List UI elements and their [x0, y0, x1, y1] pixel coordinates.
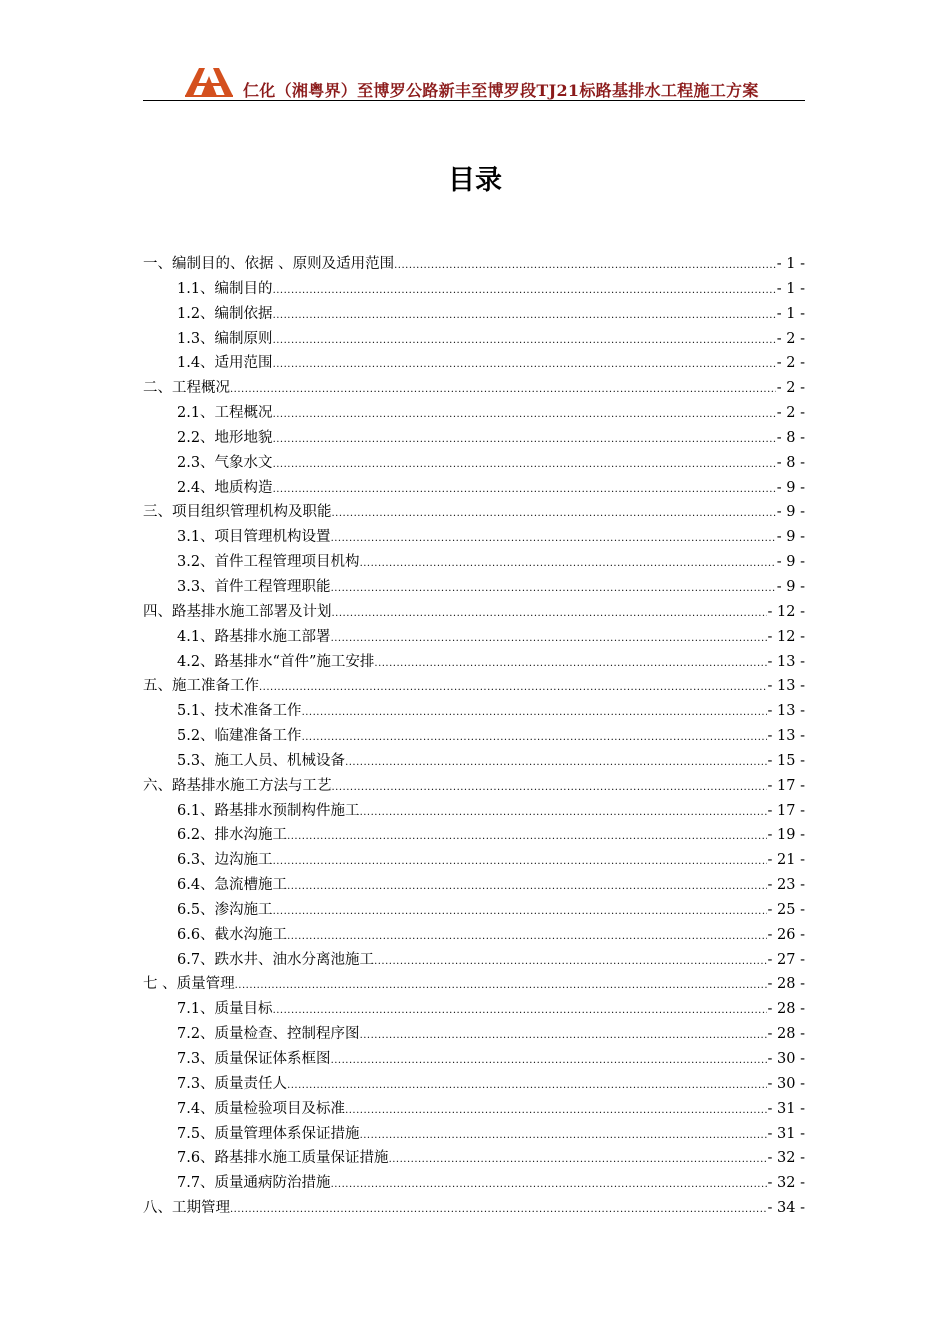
- toc-entry-label: 二、工程概况: [143, 380, 230, 397]
- toc-entry-page: - 8 -: [776, 454, 805, 471]
- toc-dot-leader: [273, 434, 776, 445]
- toc-dot-leader: [302, 732, 767, 743]
- toc-dot-leader: [394, 260, 776, 271]
- toc-entry-page: - 2 -: [776, 405, 805, 422]
- toc-entry[interactable]: [143, 1122, 805, 1147]
- toc-entry-page: - 9 -: [776, 578, 805, 595]
- toc-entry[interactable]: [143, 426, 805, 451]
- toc-entry[interactable]: [143, 650, 805, 675]
- toc-entry-label: 1.1、编制目的: [177, 280, 273, 297]
- toc-entry-page: - 13 -: [767, 678, 805, 695]
- toc-entry-page: - 27 -: [767, 951, 805, 968]
- toc-entry[interactable]: [143, 1196, 805, 1221]
- toc-entry-label: 4.1、路基排水施工部署: [177, 628, 331, 645]
- page-header: [143, 66, 805, 101]
- toc-dot-leader: [287, 881, 766, 892]
- toc-entry-label: 2.3、气象水文: [177, 454, 273, 471]
- toc-entry[interactable]: [143, 376, 805, 401]
- toc-dot-leader: [287, 1080, 766, 1091]
- toc-entry-label: 4.2、路基排水“首件”施工安排: [177, 653, 375, 670]
- toc-entry-label: 5.2、临建准备工作: [177, 728, 302, 745]
- toc-entry-page: - 23 -: [767, 877, 805, 894]
- toc-entry-label: 2.1、工程概况: [177, 405, 273, 422]
- toc-dot-leader: [331, 1179, 767, 1190]
- toc-entry-page: - 25 -: [767, 901, 805, 918]
- toc-entry-page: - 2 -: [776, 355, 805, 372]
- toc-entry-label: 2.4、地质构造: [177, 479, 273, 496]
- toc-entry[interactable]: [143, 277, 805, 302]
- toc-entry-page: - 13 -: [767, 653, 805, 670]
- toc-entry-page: - 15 -: [767, 752, 805, 769]
- toc-dot-leader: [360, 1130, 767, 1141]
- toc-entry-label: 1.4、适用范围: [177, 355, 273, 372]
- toc-dot-leader: [235, 980, 767, 991]
- toc-dot-leader: [331, 633, 767, 644]
- toc-entry[interactable]: [143, 1047, 805, 1072]
- toc-entry-page: - 13 -: [767, 703, 805, 720]
- toc-dot-leader: [331, 533, 776, 544]
- toc-dot-leader: [302, 707, 767, 718]
- toc-entry[interactable]: [143, 476, 805, 501]
- toc-dot-leader: [273, 335, 776, 346]
- toc-entry-label: 7.7、质量通病防治措施: [177, 1175, 331, 1192]
- toc-entry[interactable]: [143, 1146, 805, 1171]
- toc-dot-leader: [332, 608, 767, 619]
- toc-entry-page: - 2 -: [776, 330, 805, 347]
- toc-entry-page: - 1 -: [776, 256, 805, 272]
- toc-entry-label: 七 、质量管理: [143, 976, 235, 993]
- toc-dot-leader: [273, 459, 776, 470]
- toc-entry-label: 7.1、质量目标: [177, 1001, 273, 1018]
- toc-dot-leader: [389, 1154, 767, 1165]
- toc-dot-leader: [345, 1105, 766, 1116]
- toc-entry[interactable]: [143, 525, 805, 550]
- toc-entry-page: - 1 -: [776, 305, 805, 322]
- toc-entry-label: 3.3、首件工程管理职能: [177, 578, 331, 595]
- toc-entry-label: 7.6、路基排水施工质量保证措施: [177, 1150, 389, 1167]
- toc-entry-label: 7.4、质量检验项目及标准: [177, 1100, 346, 1117]
- toc-entry-label: 7.3、质量责任人: [177, 1075, 288, 1092]
- toc-entry-page: - 21 -: [767, 852, 805, 869]
- toc-entry[interactable]: [143, 575, 805, 600]
- header-title: 仁化（湘粤界）至博罗公路新丰至博罗段TJ21标路基排水工程施工方案: [243, 81, 759, 100]
- toc-entry-label: 7.5、质量管理体系保证措施: [177, 1125, 360, 1142]
- toc-entry-page: - 31 -: [767, 1125, 805, 1142]
- toc-entry[interactable]: [143, 351, 805, 376]
- toc-entry[interactable]: [143, 500, 805, 525]
- toc-entry-page: - 9 -: [776, 529, 805, 546]
- toc-entry[interactable]: [143, 550, 805, 575]
- toc-entry-label: 7.2、质量检查、控制程序图: [177, 1026, 360, 1043]
- toc-entry[interactable]: [143, 1171, 805, 1196]
- toc-entry[interactable]: [143, 327, 805, 352]
- toc-entry[interactable]: [143, 823, 805, 848]
- toc-entry[interactable]: [143, 972, 805, 997]
- toc-entry[interactable]: [143, 699, 805, 724]
- toc-entry-page: - 9 -: [776, 554, 805, 571]
- toc-entry-label: 一、编制目的、依据 、原则及适用范围: [143, 256, 395, 272]
- toc-entry[interactable]: [143, 923, 805, 948]
- toc-entry-label: 3.1、项目管理机构设置: [177, 529, 331, 546]
- company-logo-icon: [183, 66, 235, 98]
- toc-entry[interactable]: [143, 898, 805, 923]
- toc-dot-leader: [273, 906, 767, 917]
- toc-entry-page: - 13 -: [767, 728, 805, 745]
- toc-entry-page: - 28 -: [767, 1026, 805, 1043]
- toc-entry-page: - 30 -: [767, 1075, 805, 1092]
- toc-dot-leader: [273, 359, 776, 370]
- toc-dot-leader: [273, 285, 776, 296]
- toc-entry-label: 6.6、截水沟施工: [177, 926, 288, 943]
- toc-dot-leader: [374, 658, 766, 669]
- toc-entry-page: - 17 -: [767, 777, 805, 794]
- toc-entry-label: 1.3、编制原则: [177, 330, 273, 347]
- toc-entry-label: 六、路基排水施工方法与工艺: [143, 777, 332, 794]
- toc-entry-page: - 2 -: [776, 380, 805, 397]
- toc-entry[interactable]: [143, 848, 805, 873]
- toc-entry-page: - 32 -: [767, 1150, 805, 1167]
- toc-entry-label: 2.2、地形地貌: [177, 429, 273, 446]
- toc-entry[interactable]: [143, 1022, 805, 1047]
- toc-entry[interactable]: [143, 674, 805, 699]
- toc-entry-page: - 26 -: [767, 926, 805, 943]
- toc-entry-page: - 8 -: [776, 429, 805, 446]
- toc-dot-leader: [273, 856, 767, 867]
- toc-entry-label: 5.1、技术准备工作: [177, 703, 302, 720]
- toc-entry[interactable]: [143, 774, 805, 799]
- toc-entry-label: 6.5、渗沟施工: [177, 901, 273, 918]
- toc-entry[interactable]: [143, 749, 805, 774]
- toc-entry[interactable]: [143, 873, 805, 898]
- toc-dot-leader: [332, 508, 776, 519]
- toc-entry[interactable]: [143, 625, 805, 650]
- toc-dot-leader: [360, 807, 767, 818]
- toc-entry-label: 五、施工准备工作: [143, 678, 259, 695]
- toc-entry[interactable]: [143, 997, 805, 1022]
- toc-entry-label: 三、项目组织管理机构及职能: [143, 504, 332, 521]
- toc-entry-page: - 9 -: [776, 479, 805, 496]
- toc-entry[interactable]: [143, 948, 805, 973]
- toc-dot-leader: [331, 583, 776, 594]
- toc-entry-page: - 9 -: [776, 504, 805, 521]
- toc-entry-page: - 34 -: [767, 1200, 805, 1217]
- toc-entry[interactable]: [143, 252, 805, 277]
- toc-entry-label: 6.1、路基排水预制构件施工: [177, 802, 360, 819]
- toc-entry-label: 6.4、急流槽施工: [177, 877, 288, 894]
- toc-dot-leader: [345, 757, 766, 768]
- toc-dot-leader: [273, 484, 776, 495]
- toc-entry-page: - 12 -: [767, 628, 805, 645]
- toc-entry[interactable]: [143, 302, 805, 327]
- toc-entry-label: 八、工期管理: [143, 1200, 230, 1217]
- toc-entry-label: 6.2、排水沟施工: [177, 827, 288, 844]
- toc-entry-page: - 28 -: [767, 976, 805, 993]
- toc-entry-label: 5.3、施工人员、机械设备: [177, 752, 346, 769]
- toc-dot-leader: [287, 831, 766, 842]
- toc-dot-leader: [230, 384, 776, 395]
- toc-entry[interactable]: [143, 401, 805, 426]
- toc-dot-leader: [230, 1204, 767, 1215]
- toc-dot-leader: [287, 931, 766, 942]
- toc-dot-leader: [374, 956, 766, 967]
- toc-entry-label: 6.7、跌水井、油水分离池施工: [177, 951, 375, 968]
- toc-entry-label: 1.2、编制依据: [177, 305, 273, 322]
- toc-entry[interactable]: [143, 600, 805, 625]
- toc-dot-leader: [273, 409, 776, 420]
- doc-title: 目录: [448, 165, 502, 196]
- toc-entry-page: - 31 -: [767, 1100, 805, 1117]
- toc-entry-page: - 1 -: [776, 280, 805, 297]
- toc-dot-leader: [273, 1005, 767, 1016]
- toc-entry-page: - 12 -: [767, 603, 805, 620]
- toc-entry-page: - 19 -: [767, 827, 805, 844]
- toc-entry[interactable]: [143, 451, 805, 476]
- toc-entry[interactable]: [143, 799, 805, 824]
- toc-dot-leader: [331, 1055, 767, 1066]
- toc-dot-leader: [332, 782, 767, 793]
- toc-entry-page: - 32 -: [767, 1175, 805, 1192]
- toc-entry-page: - 30 -: [767, 1051, 805, 1067]
- toc-entry-page: - 17 -: [767, 802, 805, 819]
- toc-entry-label: 7.3、质量保证体系框图: [177, 1051, 331, 1067]
- toc-entry-page: - 28 -: [767, 1001, 805, 1018]
- toc-dot-leader: [259, 682, 767, 693]
- toc-entry-label: 3.2、首件工程管理项目机构: [177, 554, 360, 571]
- table-of-contents: [143, 252, 805, 1221]
- toc-entry[interactable]: [143, 1072, 805, 1097]
- toc-entry[interactable]: [143, 724, 805, 749]
- toc-dot-leader: [360, 1030, 767, 1041]
- toc-entry-label: 6.3、边沟施工: [177, 852, 273, 869]
- toc-dot-leader: [273, 310, 776, 321]
- toc-entry[interactable]: [143, 1097, 805, 1122]
- toc-dot-leader: [360, 558, 776, 569]
- toc-entry-label: 四、路基排水施工部署及计划: [143, 603, 332, 620]
